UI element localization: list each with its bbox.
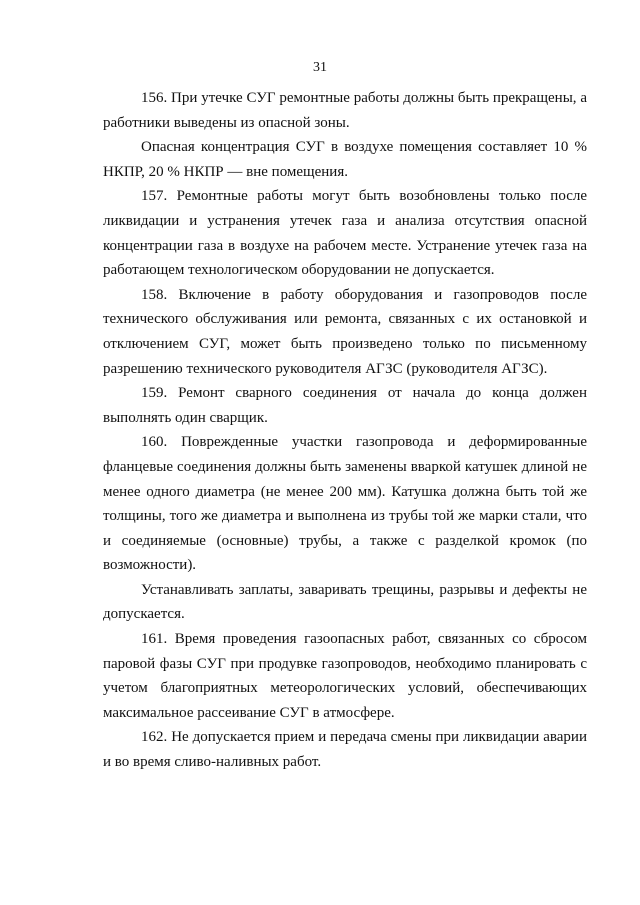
- paragraph-157: 157. Ремонтные работы могут быть возобновлены только после ликвидации и устранения утечек газа и анализа отсутствия опасной концентрации газа в воздухе на рабочем месте. Устранение утечек газа на работающем технологическом оборудовании не допускается.: [103, 188, 587, 279]
- paragraph-160: 160. Поврежденные участки газопровода и деформированные фланцевые соединения должны быть заменены вваркой катушек длиной не менее одного диаметра (не менее 200 мм). Катушка должна быть той же толщины, того же диаметра и выполнена из трубы той же марки стали, что и соединяемые (основные) трубы, а также с разделкой кромок (по возможности).: [103, 434, 587, 574]
- paragraph-161: 161. Время проведения газоопасных работ, связанных со сбросом паровой фазы СУГ при продувке газопроводов, необходимо планировать с учетом благоприятных метеорологических условий, обеспечивающих максимальное рассеивание СУГ в атмосфере.: [103, 631, 587, 721]
- paragraph-158: 158. Включение в работу оборудования и газопроводов после технического обслуживания или ремонта, связанных с их остановкой и отключением СУГ, может быть произведено только по письменному разрешению технического руководителя АГЗС (руководителя АГЗС).: [103, 286, 587, 377]
- paragraph-concentration: Опасная концентрация СУГ в воздухе помещения составляет 10 % НКПР, 20 % НКПР — вне помещения.: [103, 139, 587, 180]
- paragraph-patches: Устанавливать заплаты, заваривать трещины, разрывы и дефекты не допускается.: [103, 581, 587, 623]
- paragraph-162: 162. Не допускается прием и передача смены при ликвидации аварии и во время сливо-наливных работ.: [103, 729, 587, 771]
- document-body: [103, 86, 587, 775]
- page-number: 31: [313, 60, 327, 75]
- paragraph-159: 159. Ремонт сварного соединения от начала до конца должен выполнять один сварщик.: [103, 385, 587, 426]
- paragraph-156: 156. При утечке СУГ ремонтные работы должны быть прекращены, а работники выведены из опасной зоны.: [103, 90, 587, 131]
